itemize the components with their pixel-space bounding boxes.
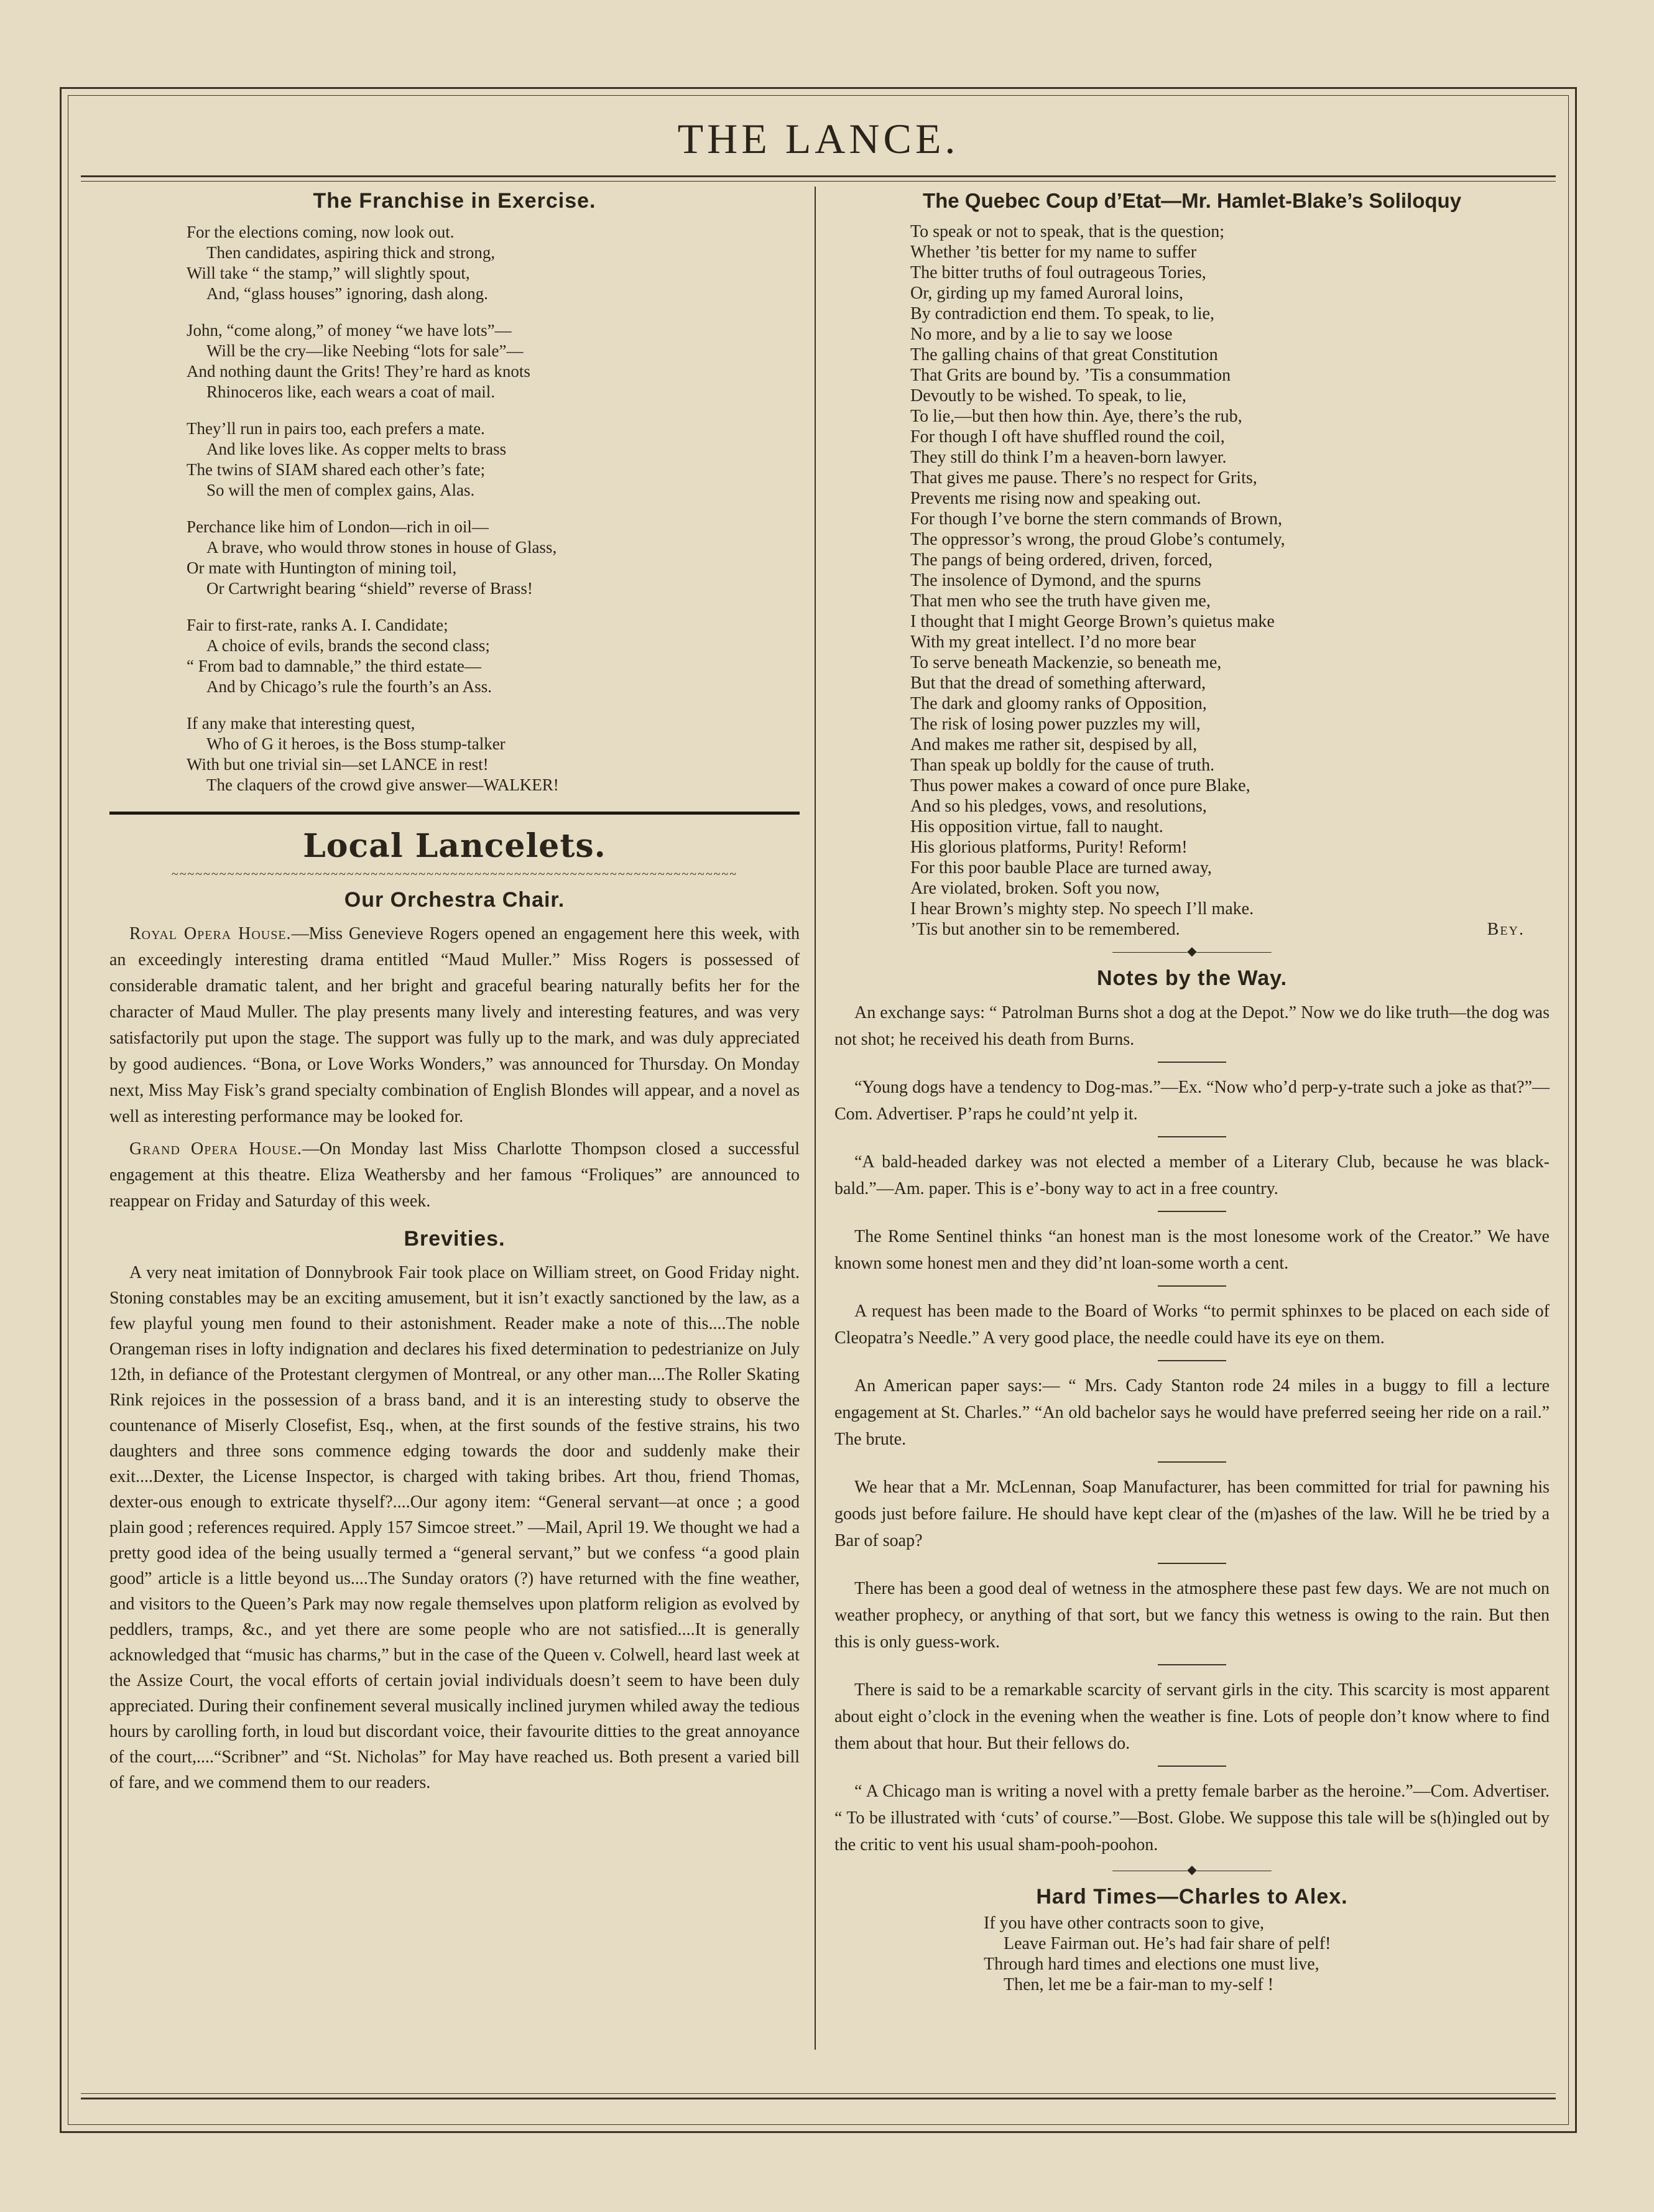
signature: Bey. <box>1487 920 1525 939</box>
poem-line: For this poor bauble Place are turned away, <box>910 858 1212 877</box>
bottom-rule <box>81 2093 1556 2099</box>
poem-line: Who of G it heroes, is the Boss stump-talker <box>206 734 506 753</box>
note-item: The Rome Sentinel thinks “an honest man is the most lonesome work of the Creator.” We have known some honest men and they did’nt loan-some worth a cent. <box>834 1227 1550 1273</box>
poem-line: Prevents me rising now and speaking out. <box>910 489 1201 508</box>
poem-line: The bitter truths of foul outrageous Tories, <box>910 263 1206 282</box>
note-separator <box>1158 1211 1226 1212</box>
poem-line: Rhinoceros like, each wears a coat of mail. <box>206 382 496 401</box>
poem-line: And, “glass houses” ignoring, dash along. <box>206 284 488 303</box>
poem-line: A choice of evils, brands the second class; <box>206 636 490 655</box>
note-item: An exchange says: “ Patrolman Burns shot a dog at the Depot.” Now we do like truth—the dog was not shot; he received his death from Burns. <box>834 1003 1550 1049</box>
poem-line: The oppressor’s wrong, the proud Globe’s contumely, <box>910 530 1285 549</box>
note-separator <box>1158 1062 1226 1063</box>
royal-opera-lead: Royal Opera House. <box>129 924 292 943</box>
right-column <box>834 189 1550 1995</box>
poem-line: And by Chicago’s rule the fourth’s an Ass. <box>206 677 492 696</box>
poem-line: “ From bad to damnable,” the third estate— <box>187 657 481 675</box>
ornament-divider: ——————◆—————— <box>1112 945 1272 958</box>
poem-line: Thus power makes a coward of once pure Blake, <box>910 776 1250 795</box>
hard-times-poem <box>984 1913 1550 1995</box>
note-separator <box>1158 1360 1226 1361</box>
poem-line: Through hard times and elections one must live, <box>984 1955 1319 1974</box>
franchise-heading: The Franchise in Exercise. <box>313 189 596 213</box>
poem-line: And so his pledges, vows, and resolutions, <box>910 797 1207 816</box>
poem-line: For though I oft have shuffled round the coil, <box>910 427 1225 447</box>
poem-line: The risk of losing power puzzles my will, <box>910 715 1201 734</box>
poem-line: The pangs of being ordered, driven, forced, <box>910 550 1213 570</box>
poem-stanza <box>187 615 800 697</box>
poem-line: Then, let me be a fair-man to my-self ! <box>1004 1975 1274 1994</box>
orchestra-heading: Our Orchestra Chair. <box>344 888 565 912</box>
poem-line: To speak or not to speak, that is the question; <box>910 222 1225 241</box>
grand-opera-lead: Grand Opera House. <box>129 1139 302 1159</box>
poem-line: Than speak up boldly for the cause of truth. <box>910 756 1215 775</box>
poem-line: Or mate with Huntington of mining toil, <box>187 558 457 577</box>
newspaper-page <box>60 87 1577 2133</box>
column-divider <box>815 187 816 2050</box>
grand-opera-paragraph <box>109 1136 800 1215</box>
poem-line: John, “come along,” of money “we have lots”— <box>187 321 512 340</box>
poem-line: Then candidates, aspiring thick and strong, <box>206 243 496 262</box>
poem-line: His opposition virtue, fall to naught. <box>910 817 1163 836</box>
royal-opera-paragraph <box>109 921 800 1130</box>
poem-line: Leave Fairman out. He’s had fair share of pelf! <box>1004 1934 1331 1953</box>
poem-line: No more, and by a lie to say we loose <box>910 325 1173 344</box>
poem-line: I thought that I might George Brown’s quietus make <box>910 612 1275 631</box>
poem-line: Devoutly to be wished. To speak, to lie, <box>910 386 1186 405</box>
note-separator <box>1158 1563 1226 1564</box>
note-item: “A bald-headed darkey was not elected a member of a Literary Club, because he was black-bald.”—Am. paper. This is e’-bony way to act in a free country. <box>834 1152 1550 1198</box>
brevities-heading: Brevities. <box>404 1227 506 1251</box>
poem-stanza <box>187 419 800 501</box>
poem-line: If any make that interesting quest, <box>187 714 415 733</box>
poem-line: Will be the cry—like Neebing “lots for sale”— <box>206 341 524 360</box>
royal-opera-text: —Miss Genevieve Rogers opened an engagement here this week, with an exceedingly interesting drama entitled “Maud Muller.” Miss Rogers is possessed of considerable dramatic talent, and her bright and graceful bearing naturally befits her for the character of Maud Muller. The play presents many lively and interesting features, and was very satisfactorily put upon the stage. The support was fully up to the mark, and was duly appreciated by good audiences. “Bona, or Love Works Wonders,” was announced for Thursday. On Monday next, Miss May Fisk’s grand specialty combination of English Blondes will appear, and a novel as well as interesting performance may be looked for. <box>109 924 800 1126</box>
note-item: A request has been made to the Board of Works “to permit sphinxes to be placed on each side of Cleopatra’s Needle.” A very good place, the needle could have its eye on them. <box>834 1302 1550 1348</box>
poem-line: The galling chains of that great Constitution <box>910 345 1218 364</box>
poem-line: To lie,—but then how thin. Aye, there’s the rub, <box>910 407 1242 426</box>
poem-line: I hear Brown’s mighty step. No speech I’ll make. <box>910 899 1254 919</box>
note-item: We hear that a Mr. McLennan, Soap Manufacturer, has been committed for trial for pawning his goods just before failure. He should have kept clear of the (m)ashes of the law. Will he be tried by a Bar of soap? <box>834 1478 1550 1550</box>
poem-line: To serve beneath Mackenzie, so beneath me, <box>910 653 1222 672</box>
note-item: “Young dogs have a tendency to Dog-mas.”—Ex. “Now who’d perp-y-trate such a joke as that?”—Com. Advertiser. P’raps he could’nt yelp it. <box>834 1078 1550 1124</box>
ornament-divider: ——————◆—————— <box>1112 1863 1272 1877</box>
soliloquy-poem <box>910 221 1550 940</box>
note-separator <box>1158 1136 1226 1137</box>
poem-stanza <box>187 320 800 402</box>
poem-stanza <box>187 222 800 304</box>
poem-line: For the elections coming, now look out. <box>187 223 455 241</box>
wavy-rule: ~~~~~~~~~~~~~~~~~~~~~~~~~~~~~~~~~~~~~~~~~~~~~~~~~~~~~~~~~~~~~~~~~~~~~~~ <box>171 868 738 881</box>
poem-line: Perchance like him of London—rich in oil— <box>187 517 489 536</box>
poem-line: They still do think I’m a heaven-born lawyer. <box>910 448 1227 467</box>
poem-line: Fair to first-rate, ranks A. I. Candidate; <box>187 616 448 634</box>
poem-line: A brave, who would throw stones in house of Glass, <box>206 538 557 557</box>
poem-line: With but one trivial sin—set LANCE in rest! <box>187 755 489 774</box>
poem-line: The twins of SIAM shared each other’s fate; <box>187 460 486 479</box>
poem-line: Are violated, broken. Soft you now, <box>910 879 1160 898</box>
poem-line: The insolence of Dymond, and the spurns <box>910 571 1201 590</box>
note-separator <box>1158 1461 1226 1463</box>
poem-line: And nothing daunt the Grits! They’re hard as knots <box>187 362 530 381</box>
poem-line: The dark and gloomy ranks of Opposition, <box>910 694 1207 713</box>
poem-line: By contradiction end them. To speak, to lie, <box>910 304 1214 323</box>
poem-line-text: ’Tis but another sin to be remembered. <box>910 920 1180 939</box>
poem-line: If you have other contracts soon to give, <box>984 1914 1264 1933</box>
poem-line: But that the dread of something afterward, <box>910 673 1206 693</box>
grand-opera-text: —On Monday last Miss Charlotte Thompson closed a successful engagement at this theatre. Eliza Weathersby and her famous “Froliques” are announced to reappear on Friday and Saturday of this week. <box>109 1139 800 1211</box>
note-separator <box>1158 1664 1226 1665</box>
poem-line: With my great intellect. I’d no more bear <box>910 632 1196 652</box>
note-item: “ A Chicago man is writing a novel with a pretty female barber as the heroine.”—Com. Advertiser. “ To be illustrated with ‘cuts’ of course.”—Bost. Globe. We suppose this tale will be s(h)ingled out by the critic to vent his usual sham-pooh-poohon. <box>834 1782 1550 1854</box>
note-item: An American paper says:— “ Mrs. Cady Stanton rode 24 miles in a buggy to fill a lecture engagement at St. Charles.” “An old bachelor says he would have preferred seeing her ride on a rail.” The brute. <box>834 1376 1550 1449</box>
poem-line: That Grits are bound by. ’Tis a consummation <box>910 366 1231 385</box>
note-separator <box>1158 1285 1226 1287</box>
note-separator <box>1158 1765 1226 1767</box>
franchise-poem <box>187 222 800 795</box>
masthead-rule <box>81 175 1556 182</box>
poem-line: For though I’ve borne the stern commands of Brown, <box>910 509 1282 529</box>
section-rule <box>109 812 800 815</box>
poem-line <box>910 919 1550 940</box>
poem-line: Will take “ the stamp,” will slightly spout, <box>187 264 470 282</box>
poem-line: That men who see the truth have given me, <box>910 591 1211 611</box>
poem-line: Or, girding up my famed Auroral loins, <box>910 284 1184 303</box>
brevities-text: A very neat imitation of Donnybrook Fair took place on William street, on Good Friday night. Stoning constables may be an exciting amusement, but it isn’t exactly sanctioned by the law, as a few playful young men found to their astonishment. Reader make a note of this....The noble Orangeman rises in lofty indignation and declares his fixed determination to pedestrianize on July 12th, in defiance of the Protestant clergymen of Montreal, or any other man....The Roller Skating Rink rejoices in the possession of a brass band, and it is an interesting study to observe the countenance of Miserly Closefist, Esq., when, at the first sounds of the festive strains, his two daughters and three sons commence edging towards the door and suddenly make their exit....Dexter, the License Inspector, is charged with taking bribes. Art thou, friend Thomas, dexter-ous enough to extricate thyself?....Our agony item: “General servant—at once ; a good plain good ; references required. Apply 157 Simcoe street.” —Mail, April 19. We thought we had a pretty good idea of the being usually termed a “general servant,” but we confess “a good plain good” article is a little beyond us....The Sunday orators (?) have returned with the fine weather, and visitors to the Queen’s Park may now regale themselves upon platform religion as evolved by peddlers, tramps, &c., and yet there are some people who are not satisfied....It is generally acknowledged that “music has charms,” but in the case of the Queen v. Colwell, heard last week at the Assize Court, the vocal efforts of certain jovial individuals doesn’t seem to have been duly appreciated. During their confinement several musically inclined jurymen whiled away the tedious hours by carolling forth, in loud but discordant voice, their favourite ditties to the great annoyance of the court,....“Scribner” and “St. Nicholas” for May have reached us. Both present a varied bill of fare, and we commend them to our readers. <box>109 1263 800 1792</box>
poem-stanza <box>187 517 800 599</box>
poem-line: And makes me rather sit, despised by all, <box>910 735 1198 754</box>
note-item: There is said to be a remarkable scarcity of servant girls in the city. This scarcity is most apparent about eight o’clock in the evening when the weather is fine. Lots of people don’t know where to find them about that hour. But their fellows do. <box>834 1680 1550 1753</box>
page-border <box>68 95 1569 2125</box>
quebec-heading: The Quebec Coup d’Etat—Mr. Hamlet-Blake’s Soliloquy <box>922 189 1462 212</box>
poem-line: Whether ’tis better for my name to suffer <box>910 243 1197 262</box>
poem-line: Or Cartwright bearing “shield” reverse of Brass! <box>206 579 533 598</box>
masthead-title: THE LANCE. <box>677 115 959 162</box>
poem-line: They’ll run in pairs too, each prefers a mate. <box>187 419 485 438</box>
poem-line: His glorious platforms, Purity! Reform! <box>910 838 1188 857</box>
poem-line: So will the men of complex gains, Alas. <box>206 481 475 499</box>
local-lancelets-heading: Local Lancelets. <box>303 827 606 865</box>
poem-stanza <box>187 713 800 795</box>
notes-heading: Notes by the Way. <box>1096 966 1288 990</box>
poem-line: And like loves like. As copper melts to brass <box>206 440 507 458</box>
poem-line: That gives me pause. There’s no respect for Grits, <box>910 468 1257 488</box>
note-item: There has been a good deal of wetness in the atmosphere these past few days. We are not much on weather prophecy, or anything of that sort, but we fancy this wetness is owing to the rain. But then this is only guess-work. <box>834 1579 1550 1652</box>
poem-line: The claquers of the crowd give answer—WALKER! <box>206 775 559 794</box>
left-column <box>109 189 800 1795</box>
hard-times-heading: Hard Times—Charles to Alex. <box>1036 1885 1348 1909</box>
